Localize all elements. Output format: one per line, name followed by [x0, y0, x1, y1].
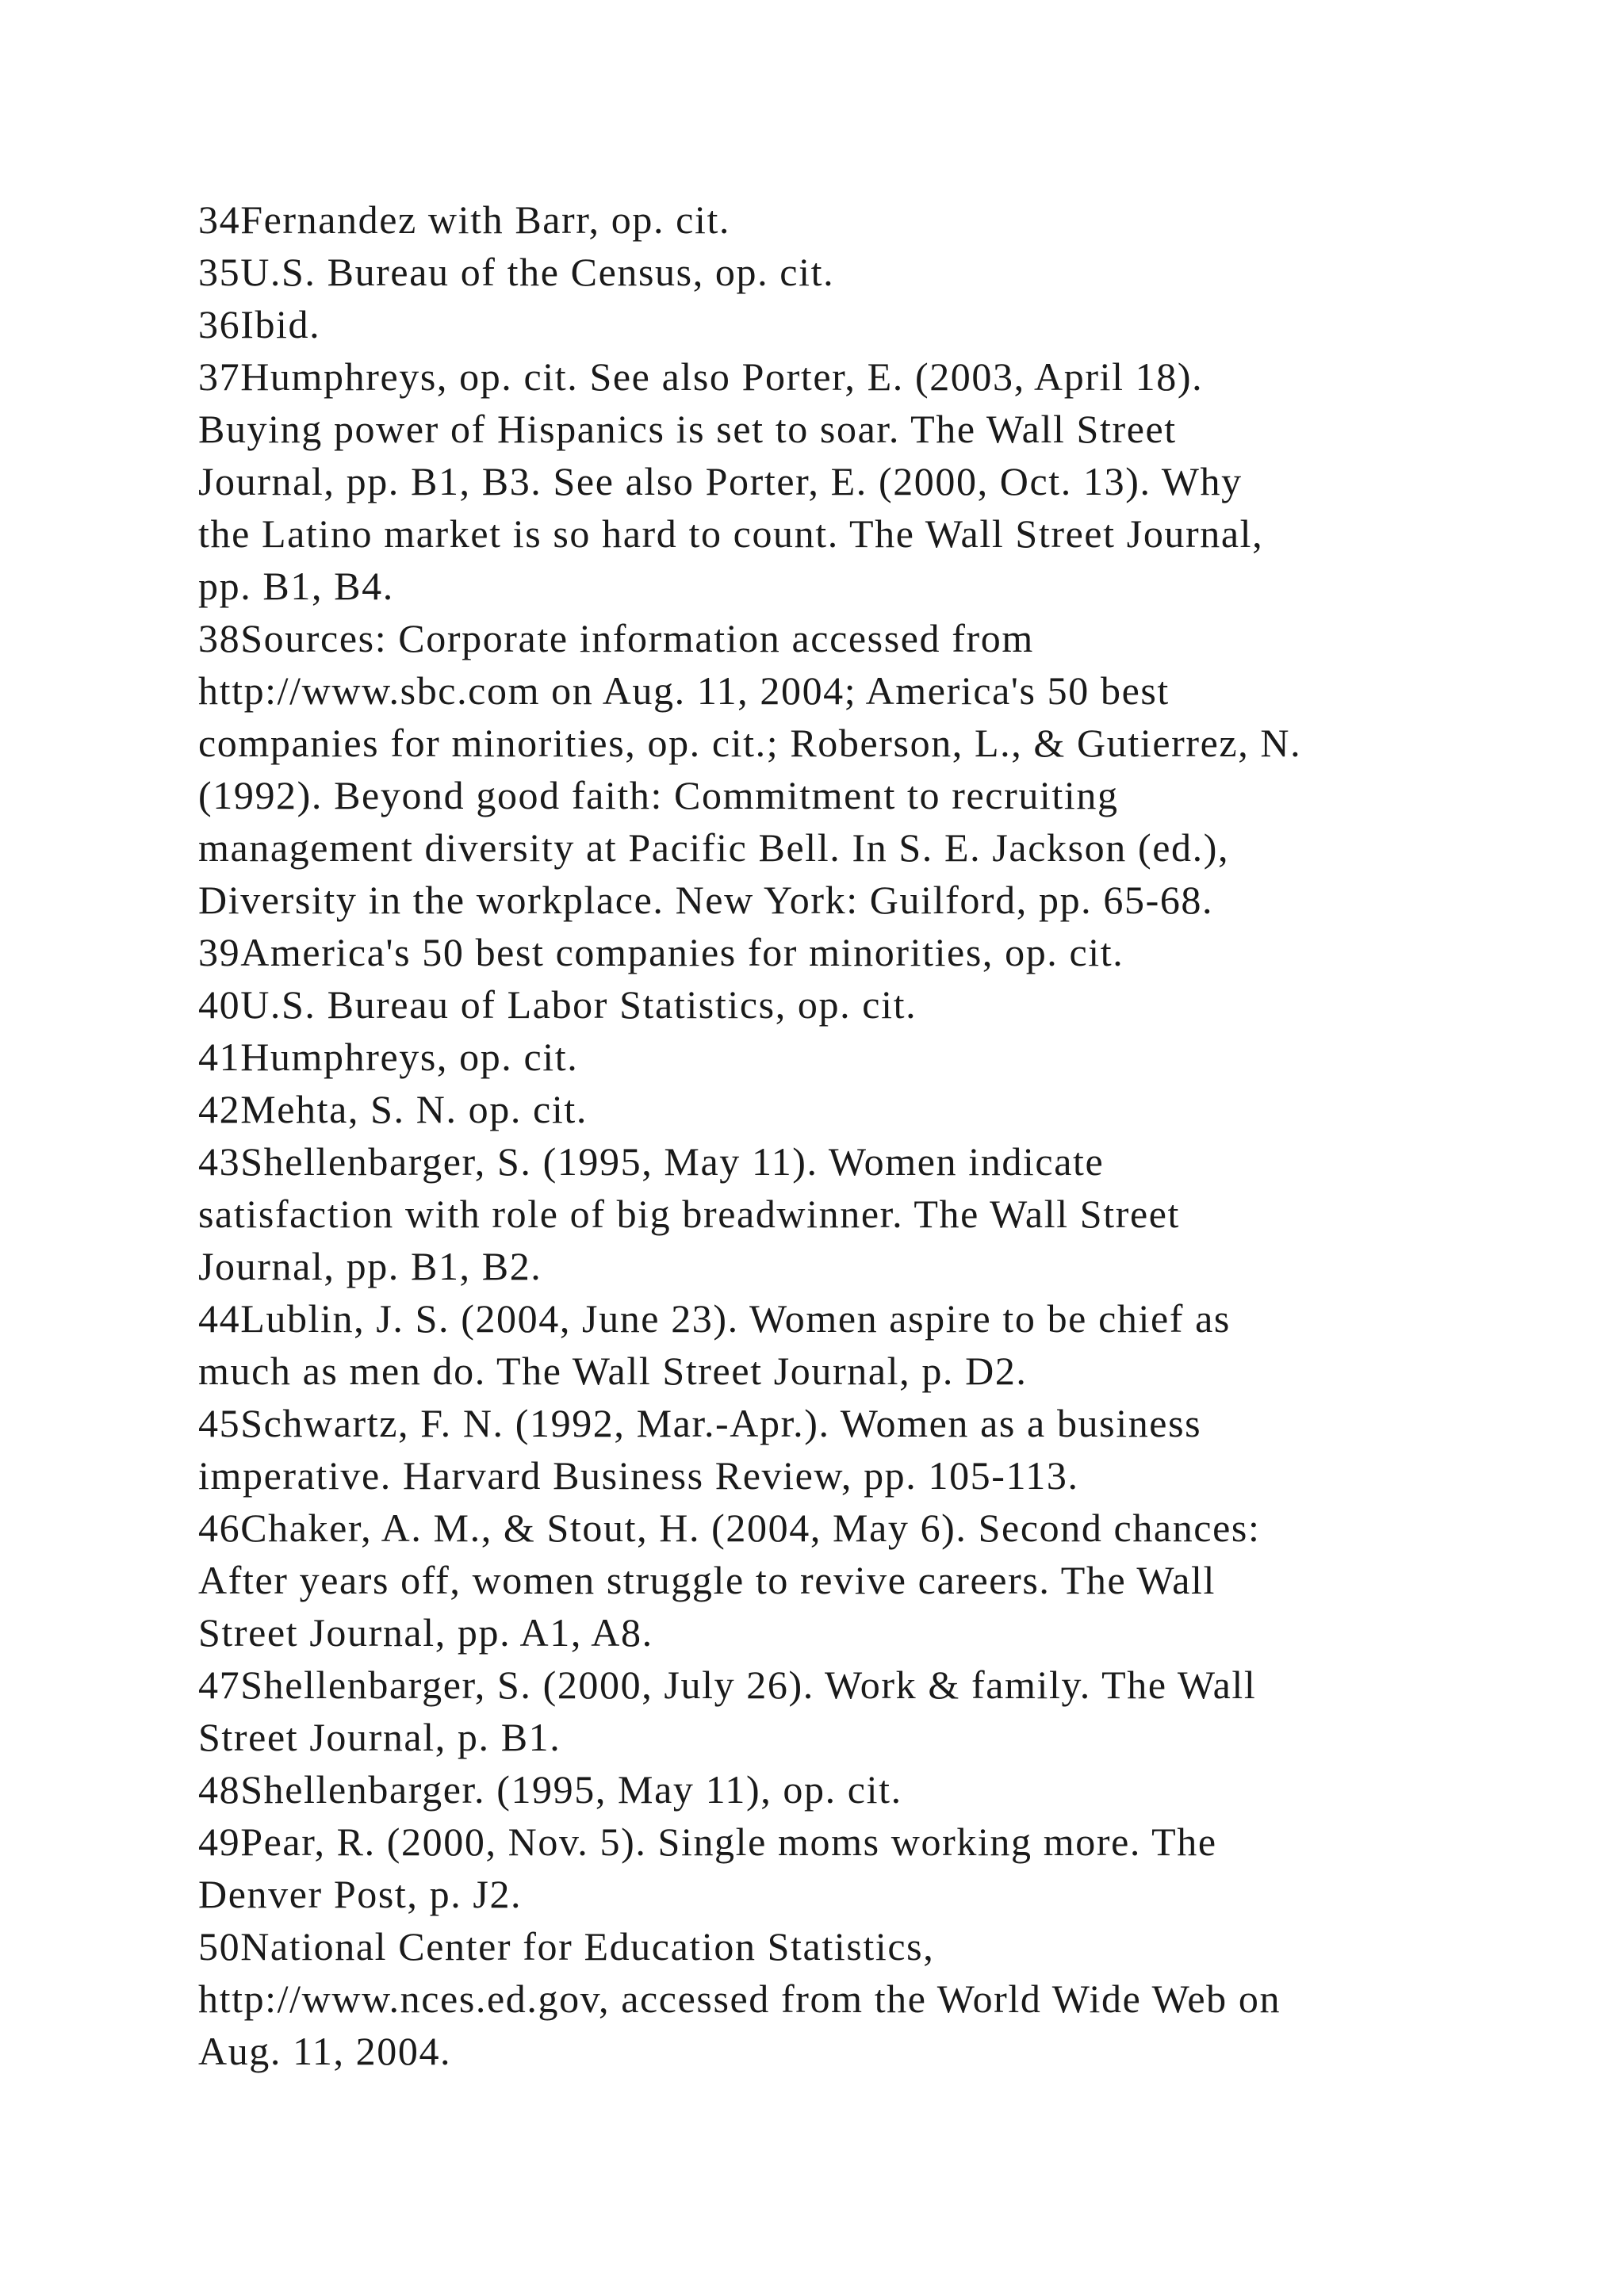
text-line: 39America's 50 best companies for minorities, op. cit.	[198, 930, 1124, 974]
text-line: the Latino market is so hard to count. The Wall Street Journal,	[198, 511, 1264, 556]
text-line: management diversity at Pacific Bell. In S. E. Jackson (ed.),	[198, 825, 1230, 870]
text-line: satisfaction with role of big breadwinner. The Wall Street	[198, 1192, 1181, 1236]
text-line: (1992). Beyond good faith: Commitment to recruiting	[198, 773, 1119, 817]
text-line: 44Lublin, J. S. (2004, June 23). Women aspire to be chief as	[198, 1296, 1231, 1341]
text-line: imperative. Harvard Business Review, pp. 105-113.	[198, 1453, 1079, 1498]
text-line: 38Sources: Corporate information accessed from	[198, 616, 1034, 660]
text-line: 43Shellenbarger, S. (1995, May 11). Women indicate	[198, 1139, 1105, 1184]
text-line: http://www.nces.ed.gov, accessed from the World Wide Web on	[198, 1976, 1281, 2021]
text-line: 42Mehta, S. N. op. cit.	[198, 1087, 588, 1131]
text-line: 35U.S. Bureau of the Census, op. cit.	[198, 250, 835, 294]
text-line: 49Pear, R. (2000, Nov. 5). Single moms working more. The	[198, 1820, 1217, 1864]
text-line: 37Humphreys, op. cit. See also Porter, E. (2003, April 18).	[198, 354, 1204, 399]
text-line: pp. B1, B4.	[198, 564, 394, 608]
text-line: Street Journal, pp. A1, A8.	[198, 1610, 653, 1655]
text-line: 46Chaker, A. M., & Stout, H. (2004, May 6). Second chances:	[198, 1506, 1261, 1550]
text-line: Aug. 11, 2004.	[198, 2029, 452, 2073]
text-line: 47Shellenbarger, S. (2000, July 26). Work & family. The Wall	[198, 1663, 1257, 1707]
text-line: 48Shellenbarger. (1995, May 11), op. cit.	[198, 1767, 902, 1812]
text-line: Buying power of Hispanics is set to soar. The Wall Street	[198, 407, 1177, 451]
text-line: companies for minorities, op. cit.; Roberson, L., & Gutierrez, N.	[198, 721, 1302, 765]
text-line: much as men do. The Wall Street Journal, p. D2.	[198, 1349, 1028, 1393]
text-line: 45Schwartz, F. N. (1992, Mar.-Apr.). Women as a business	[198, 1401, 1202, 1445]
text-line: 50National Center for Education Statistics,	[198, 1924, 935, 1969]
text-line: 40U.S. Bureau of Labor Statistics, op. cit.	[198, 982, 917, 1027]
text-line: http://www.sbc.com on Aug. 11, 2004; America's 50 best	[198, 668, 1170, 713]
text-line: Journal, pp. B1, B2.	[198, 1244, 542, 1288]
text-line: 41Humphreys, op. cit.	[198, 1035, 579, 1079]
text-line: Denver Post, p. J2.	[198, 1872, 523, 1916]
text-line: Diversity in the workplace. New York: Guilford, pp. 65-68.	[198, 878, 1214, 922]
text-line: Street Journal, p. B1.	[198, 1715, 561, 1759]
text-line: 34Fernandez with Barr, op. cit.	[198, 197, 731, 242]
document-page	[198, 193, 1483, 2077]
text-line: Journal, pp. B1, B3. See also Porter, E. (2000, Oct. 13). Why	[198, 459, 1243, 503]
text-line: After years off, women struggle to revive careers. The Wall	[198, 1558, 1216, 1602]
text-line: 36Ibid.	[198, 302, 321, 346]
